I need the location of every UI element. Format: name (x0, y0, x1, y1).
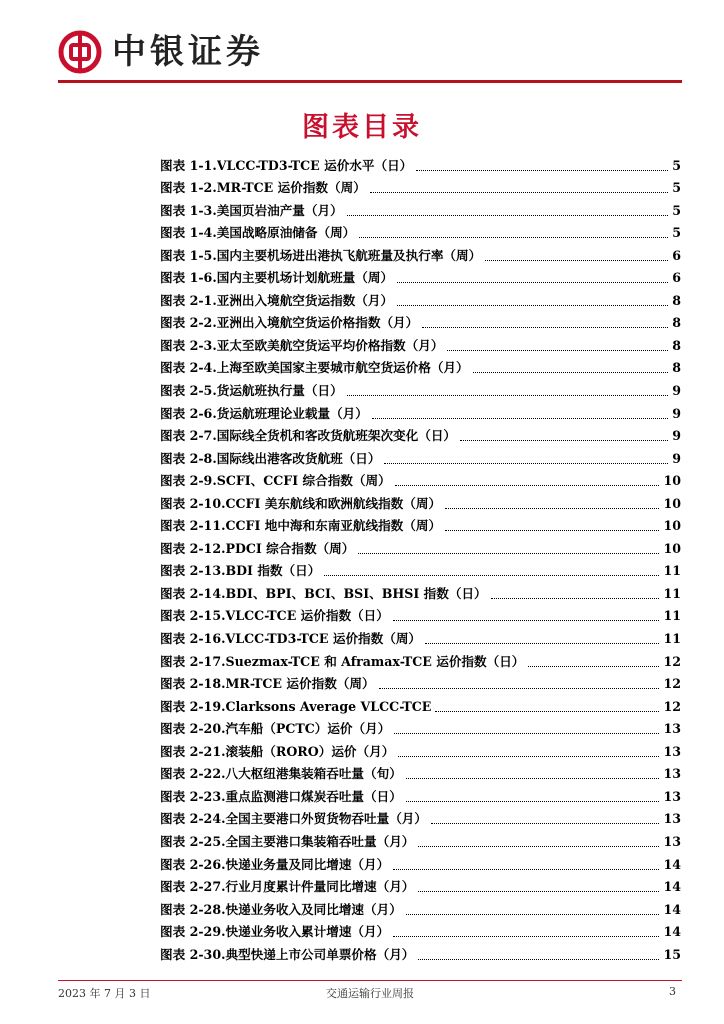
toc-entry-label: 图表 2-9. (160, 473, 217, 489)
toc-entry-label: 图表 2-3. (160, 337, 217, 353)
toc-entry-title: 货运航班执行量（日） (216, 383, 343, 399)
toc-entry-page: 10 (663, 495, 681, 511)
toc-entry-title: PDCI 综合指数（周） (225, 540, 355, 556)
toc-entry-page: 12 (663, 698, 681, 714)
toc-entry-title: MR-TCE 运价指数（周） (225, 676, 375, 692)
toc-entry[interactable] (160, 738, 681, 761)
toc-entry-page: 6 (672, 270, 681, 286)
toc-entry-title: VLCC-TD3-TCE 运价指数（周） (225, 631, 422, 647)
toc-entry-page: 6 (672, 247, 681, 263)
toc-leader-dots (435, 711, 659, 712)
toc-entry-page: 15 (663, 946, 681, 962)
toc-entry-page: 14 (663, 879, 681, 895)
toc-leader-dots (485, 260, 668, 261)
toc-entry-label: 图表 2-12. (160, 540, 226, 556)
toc-leader-dots (347, 215, 669, 216)
toc-entry-label: 图表 2-2. (160, 315, 217, 331)
toc-entry-title: 美国页岩油产量（月） (216, 202, 343, 218)
toc-entry-title: 国际线全货机和客改货航班架次变化（日） (216, 428, 456, 444)
toc-entry-title: 国内主要机场进出港执飞航班量及执行率（周） (216, 247, 482, 263)
toc-entry[interactable] (160, 716, 681, 739)
toc-entry-label: 图表 2-30. (160, 946, 226, 962)
toc-entry-label: 图表 1-6. (160, 270, 217, 286)
toc-entry-page: 14 (663, 901, 681, 917)
footer-report-name: 交通运输行业周报 (326, 987, 414, 1000)
toc-entry[interactable] (160, 310, 681, 333)
toc-leader-dots (491, 598, 660, 599)
toc-entry-label: 图表 2-24. (160, 811, 226, 827)
toc-entry-label: 图表 1-1. (160, 157, 217, 173)
toc-entry[interactable] (160, 828, 681, 851)
toc-entry[interactable] (160, 580, 681, 603)
toc-entry[interactable] (160, 558, 681, 581)
toc-entry-title: BDI 指数（日） (225, 563, 321, 579)
toc-entry-page: 14 (663, 856, 681, 872)
toc-entry-label: 图表 2-17. (160, 653, 226, 669)
toc-entry-page: 11 (663, 563, 681, 579)
toc-entry-title: 八大枢纽港集装箱吞吐量（旬） (225, 766, 402, 782)
toc-leader-dots (384, 463, 668, 464)
toc-entry-label: 图表 2-22. (160, 766, 226, 782)
toc-entry-page: 5 (672, 157, 681, 173)
toc-entry-page: 13 (663, 788, 681, 804)
toc-entry-label: 图表 2-10. (160, 495, 226, 511)
toc-entry-title: VLCC-TCE 运价指数（日） (225, 608, 389, 624)
table-of-figures (160, 152, 681, 964)
toc-leader-dots (445, 508, 659, 509)
toc-entry-title: 亚洲出入境航空货运指数（月） (216, 292, 394, 308)
toc-entry-title: 上海至欧美国家主要城市航空货运价格（月） (216, 360, 469, 376)
toc-entry-title: SCFI、CCFI 综合指数（周） (216, 473, 391, 489)
toc-entry-page: 10 (663, 540, 681, 556)
toc-entry-page: 14 (663, 924, 681, 940)
toc-entry-page: 9 (672, 383, 681, 399)
toc-entry-label: 图表 1-4. (160, 225, 217, 241)
toc-entry-page: 8 (672, 360, 681, 376)
toc-entry[interactable] (160, 152, 681, 175)
toc-leader-dots (418, 891, 659, 892)
toc-entry-label: 图表 1-2. (160, 180, 217, 196)
toc-leader-dots (416, 170, 668, 171)
toc-entry[interactable] (160, 896, 681, 919)
toc-entry-title: 全国主要港口外贸货物吞吐量（月） (225, 811, 427, 827)
toc-entry-title: 行业月度累计件量同比增速（月） (225, 879, 415, 895)
toc-entry-page: 8 (672, 292, 681, 308)
toc-leader-dots (372, 418, 668, 419)
toc-entry-page: 8 (672, 337, 681, 353)
header-rule (58, 80, 682, 83)
toc-entry-label: 图表 2-4. (160, 360, 217, 376)
toc-entry[interactable] (160, 919, 681, 942)
toc-entry[interactable] (160, 355, 681, 378)
toc-entry-label: 图表 1-3. (160, 202, 217, 218)
toc-entry-label: 图表 2-11. (160, 518, 226, 534)
toc-leader-dots (406, 778, 660, 779)
toc-entry-label: 图表 2-6. (160, 405, 217, 421)
footer-page-number: 3 (669, 985, 676, 998)
toc-entry-label: 图表 2-16. (160, 631, 226, 647)
toc-entry[interactable] (160, 874, 681, 897)
toc-entry-title: Clarksons Average VLCC-TCE (225, 698, 432, 714)
toc-entry-page: 13 (663, 721, 681, 737)
toc-entry-title: BDI、BPI、BCI、BSI、BHSI 指数（日） (225, 585, 487, 601)
toc-entry[interactable] (160, 535, 681, 558)
toc-entry[interactable] (160, 377, 681, 400)
toc-entry-label: 图表 2-5. (160, 383, 217, 399)
toc-entry-label: 图表 1-5. (160, 247, 217, 263)
toc-entry[interactable] (160, 468, 681, 491)
toc-entry-title: 快递业务收入及同比增速（月） (225, 901, 402, 917)
toc-entry-label: 图表 2-8. (160, 450, 217, 466)
toc-leader-dots (324, 575, 659, 576)
toc-entry-page: 13 (663, 833, 681, 849)
toc-leader-dots (445, 530, 659, 531)
toc-entry[interactable] (160, 287, 681, 310)
toc-leader-dots (528, 666, 659, 667)
toc-entry-title: 滚装船（RORO）运价（月） (225, 743, 395, 759)
toc-leader-dots (379, 688, 660, 689)
toc-entry-label: 图表 2-15. (160, 608, 226, 624)
toc-entry[interactable] (160, 671, 681, 694)
toc-entry-title: Suezmax-TCE 和 Aframax-TCE 运价指数（日） (225, 653, 525, 669)
brand-name: 中银证券 (112, 32, 264, 72)
toc-leader-dots (347, 395, 669, 396)
toc-entry-title: 全国主要港口集装箱吞吐量（月） (225, 833, 415, 849)
header (58, 28, 264, 76)
toc-entry-page: 12 (663, 676, 681, 692)
toc-entry[interactable] (160, 197, 681, 220)
toc-leader-dots (397, 282, 668, 283)
toc-leader-dots (398, 756, 659, 757)
toc-leader-dots (370, 192, 668, 193)
toc-entry-page: 13 (663, 811, 681, 827)
toc-entry-page: 9 (672, 428, 681, 444)
toc-entry-label: 图表 2-13. (160, 563, 226, 579)
toc-entry-title: 货运航班理论业载量（月） (216, 405, 368, 421)
toc-entry-title: 典型快递上市公司单票价格（月） (225, 946, 415, 962)
toc-leader-dots (393, 620, 660, 621)
toc-entry-page: 12 (663, 653, 681, 669)
toc-entry[interactable] (160, 445, 681, 468)
toc-entry[interactable] (160, 175, 681, 198)
toc-entry-title: CCFI 美东航线和欧洲航线指数（周） (225, 495, 442, 511)
toc-entry[interactable] (160, 265, 681, 288)
toc-entry[interactable] (160, 490, 681, 513)
toc-entry-title: 快递业务量及同比增速（月） (225, 856, 390, 872)
toc-entry-title: 美国战略原油储备（周） (216, 225, 356, 241)
toc-leader-dots (447, 350, 668, 351)
toc-leader-dots (397, 305, 668, 306)
toc-entry-title: 快递业务收入累计增速（月） (225, 924, 390, 940)
toc-leader-dots (395, 485, 660, 486)
toc-entry-page: 5 (672, 202, 681, 218)
toc-entry-page: 10 (663, 473, 681, 489)
toc-entry-label: 图表 2-26. (160, 856, 226, 872)
toc-entry-page: 9 (672, 405, 681, 421)
toc-entry-title: 亚太至欧美航空货运平均价格指数（月） (216, 337, 444, 353)
toc-entry-label: 图表 2-14. (160, 585, 226, 601)
bank-of-china-logo-icon (58, 30, 102, 74)
toc-leader-dots (393, 936, 659, 937)
toc-entry[interactable] (160, 693, 681, 716)
toc-leader-dots (418, 846, 659, 847)
toc-entry-page: 5 (672, 180, 681, 196)
toc-entry-page: 9 (672, 450, 681, 466)
footer-rule (58, 980, 682, 981)
toc-entry-page: 11 (663, 608, 681, 624)
toc-entry-page: 13 (663, 766, 681, 782)
toc-entry-label: 图表 2-27. (160, 879, 226, 895)
toc-entry-label: 图表 2-25. (160, 833, 226, 849)
toc-entry[interactable] (160, 400, 681, 423)
toc-entry-label: 图表 2-21. (160, 743, 226, 759)
toc-leader-dots (460, 440, 668, 441)
toc-entry[interactable] (160, 761, 681, 784)
toc-entry-title: 国际线出港客改货航班（日） (216, 450, 381, 466)
page-title: 图表目录 (302, 112, 422, 143)
toc-leader-dots (425, 643, 659, 644)
toc-entry-title: 汽车船（PCTC）运价（月） (225, 721, 391, 737)
toc-entry-label: 图表 2-29. (160, 924, 226, 940)
toc-entry[interactable] (160, 513, 681, 536)
toc-entry-title: 重点监测港口煤炭吞吐量（日） (225, 788, 402, 804)
toc-leader-dots (393, 869, 659, 870)
toc-leader-dots (358, 553, 659, 554)
toc-entry[interactable] (160, 941, 681, 964)
toc-entry-label: 图表 2-1. (160, 292, 217, 308)
toc-leader-dots (406, 801, 660, 802)
toc-entry-page: 10 (663, 518, 681, 534)
toc-entry[interactable] (160, 423, 681, 446)
toc-entry-page: 11 (663, 631, 681, 647)
toc-entry[interactable] (160, 332, 681, 355)
toc-entry[interactable] (160, 242, 681, 265)
footer (58, 985, 682, 1001)
toc-leader-dots (394, 733, 659, 734)
toc-leader-dots (406, 914, 660, 915)
toc-leader-dots (418, 959, 659, 960)
toc-leader-dots (359, 237, 668, 238)
toc-entry-page: 8 (672, 315, 681, 331)
toc-entry[interactable] (160, 783, 681, 806)
toc-entry-page: 5 (672, 225, 681, 241)
toc-leader-dots (422, 327, 668, 328)
toc-entry-page: 11 (663, 585, 681, 601)
toc-entry-label: 图表 2-7. (160, 428, 217, 444)
toc-entry-label: 图表 2-20. (160, 721, 226, 737)
toc-entry[interactable] (160, 806, 681, 829)
toc-entry-title: CCFI 地中海和东南亚航线指数（周） (225, 518, 442, 534)
toc-entry-title: MR-TCE 运价指数（周） (216, 180, 366, 196)
toc-entry-page: 13 (663, 743, 681, 759)
toc-entry[interactable] (160, 648, 681, 671)
toc-entry[interactable] (160, 220, 681, 243)
toc-entry-label: 图表 2-18. (160, 676, 226, 692)
toc-leader-dots (473, 372, 669, 373)
toc-entry[interactable] (160, 851, 681, 874)
toc-entry-label: 图表 2-28. (160, 901, 226, 917)
toc-entry-title: 国内主要机场计划航班量（周） (216, 270, 394, 286)
toc-entry-title: 亚洲出入境航空货运价格指数（月） (216, 315, 419, 331)
footer-date: 2023 年 7 月 3 日 (58, 987, 151, 1000)
toc-entry[interactable] (160, 625, 681, 648)
toc-entry-title: VLCC-TD3-TCE 运价水平（日） (216, 157, 413, 173)
toc-entry[interactable] (160, 603, 681, 626)
toc-leader-dots (431, 823, 659, 824)
toc-entry-label: 图表 2-23. (160, 788, 226, 804)
toc-entry-label: 图表 2-19. (160, 698, 226, 714)
